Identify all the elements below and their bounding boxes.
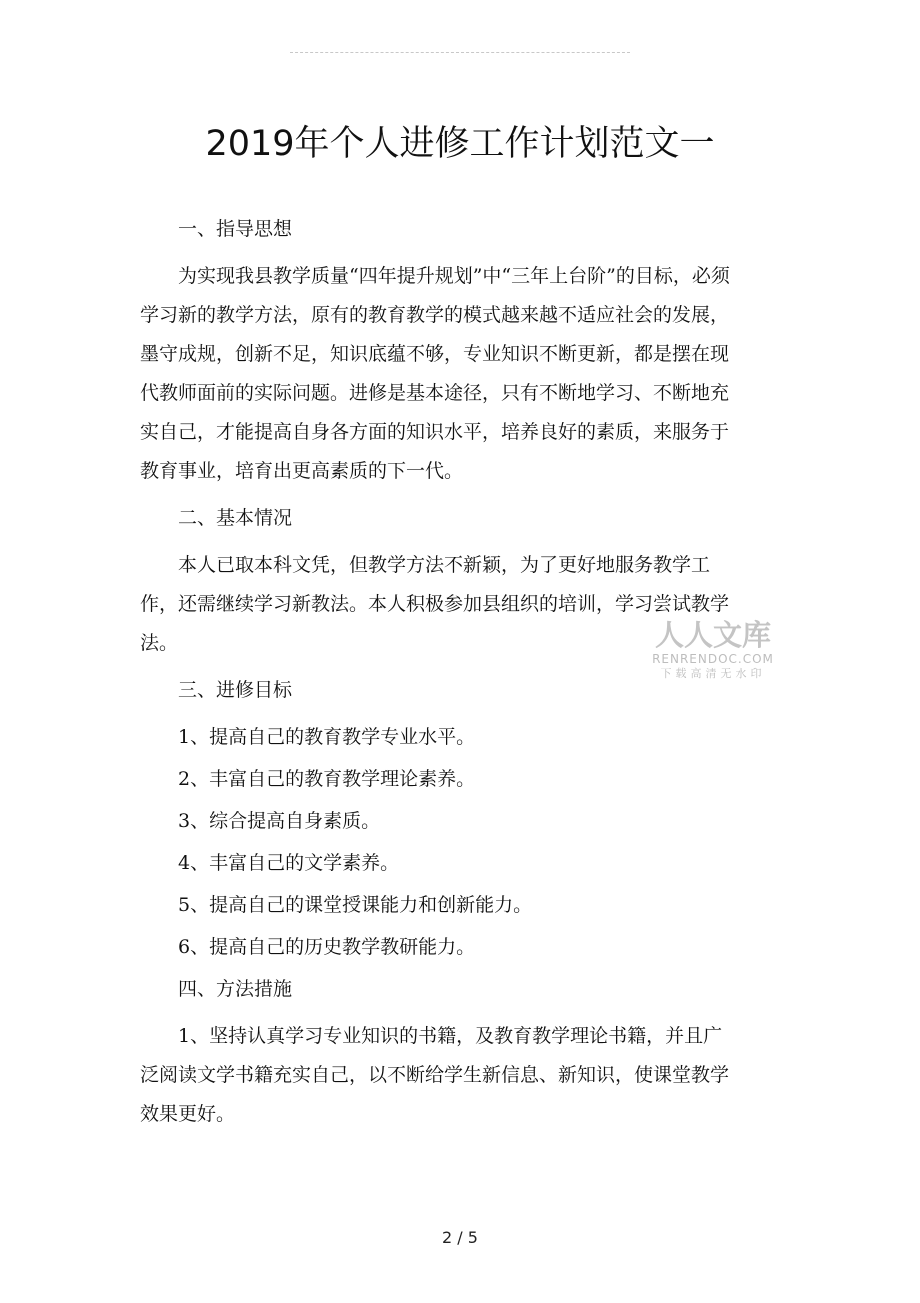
paragraph-methods: 1、坚持认真学习专业知识的书籍，及教育教学理论书籍，并且广泛阅读文学书籍充实自己，以不断给学生新信息、新知识，使课堂教学效果更好。 — [140, 1025, 730, 1125]
page-number: 2 / 5 — [442, 1228, 478, 1247]
header-divider — [290, 52, 630, 53]
list-item: 4、丰富自己的文学素养。 — [178, 852, 400, 874]
list-item: 1、提高自己的教育教学专业水平。 — [178, 726, 476, 748]
section-heading-basic-situation: 二、基本情况 — [178, 507, 293, 529]
watermark-tagline: 下载高清无水印 — [660, 667, 766, 680]
paragraph-basic-situation: 本人已取本科文凭，但教学方法不新颖，为了更好地服务教学工作，还需继续学习新教法。本人积极参加县组织的培训，学习尝试教学法。 — [140, 554, 730, 654]
section-heading-goals: 三、进修目标 — [178, 679, 293, 701]
watermark-logo — [648, 618, 778, 681]
watermark-brand-cn: 人人文库 — [654, 618, 771, 652]
list-item: 3、综合提高自身素质。 — [178, 810, 381, 832]
list-item: 6、提高自己的历史教学教研能力。 — [178, 936, 476, 958]
section-heading-guiding-thought: 一、指导思想 — [178, 218, 293, 240]
paragraph-guiding-thought: 为实现我县教学质量“四年提升规划”中“三年上台阶”的目标，必须学习新的教学方法，原有的教育教学的模式越来越不适应社会的发展，墨守成规，创新不足，知识底蕴不够，专业知识不断更新，都是摆在现代教师面前的实际问题。进修是基本途径，只有不断地学习、不断地充实自己，才能提高自身各方面的知识水平，培养良好的素质，来服务于教育事业，培育出更高素质的下一代。 — [140, 265, 730, 482]
document-title: 2019年个人进修工作计划范文一 — [205, 124, 715, 164]
watermark-brand-en: RENRENDOC.COM — [652, 652, 774, 666]
list-item: 2、丰富自己的教育教学理论素养。 — [178, 768, 476, 790]
section-heading-methods: 四、方法措施 — [178, 978, 293, 1000]
list-item: 5、提高自己的课堂授课能力和创新能力。 — [178, 894, 533, 916]
